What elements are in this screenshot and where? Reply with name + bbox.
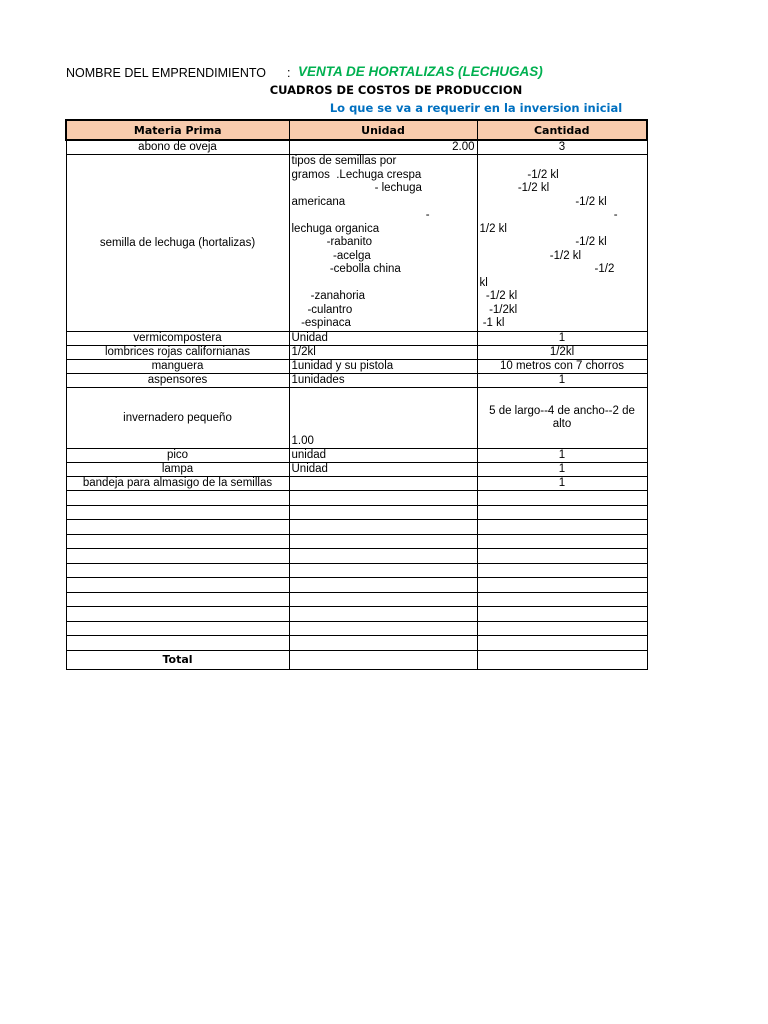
table-row (66, 360, 647, 374)
materia-cell[interactable]: vermicompostera (66, 332, 289, 346)
materia-cell[interactable]: lampa (66, 463, 289, 477)
cantidad-cell[interactable] (477, 491, 647, 506)
empty-row (66, 636, 647, 651)
empty-row (66, 578, 647, 593)
cantidad-cell[interactable]: 1 (477, 374, 647, 388)
cantidad-cell[interactable]: 1 (477, 477, 647, 491)
materia-cell[interactable] (66, 505, 289, 520)
empty-row (66, 621, 647, 636)
unidad-cell[interactable] (289, 592, 477, 607)
table-row (66, 449, 647, 463)
materia-cell[interactable] (66, 534, 289, 549)
unidad-cell[interactable]: 2.00 (289, 140, 477, 155)
costs-table (65, 119, 648, 670)
column-header-materia: Materia Prima (66, 120, 289, 140)
enterprise-name-separator: : (287, 66, 291, 80)
cantidad-cell[interactable]: 1 (477, 463, 647, 477)
cantidad-cell[interactable] (477, 534, 647, 549)
cantidad-cell[interactable]: 1/2kl (477, 346, 647, 360)
table-row (66, 155, 647, 332)
materia-cell[interactable] (66, 636, 289, 651)
table-row (66, 374, 647, 388)
empty-row (66, 520, 647, 535)
empty-row (66, 592, 647, 607)
materia-cell[interactable]: semilla de lechuga (hortalizas) (66, 155, 289, 332)
unidad-cell[interactable]: 1/2kl (289, 346, 477, 360)
cantidad-cell[interactable] (477, 636, 647, 651)
cantidad-cell[interactable] (477, 592, 647, 607)
empty-row (66, 563, 647, 578)
table-row (66, 388, 647, 449)
table-header-row (66, 120, 647, 140)
materia-cell[interactable] (66, 592, 289, 607)
unidad-cell[interactable]: 1unidad y su pistola (289, 360, 477, 374)
unidad-cell[interactable] (289, 563, 477, 578)
unidad-cell[interactable] (289, 477, 477, 491)
unidad-cell[interactable]: 1.00 (289, 388, 477, 449)
materia-cell[interactable] (66, 578, 289, 593)
unidad-cell[interactable]: Unidad (289, 332, 477, 346)
materia-cell[interactable] (66, 491, 289, 506)
unidad-cell[interactable] (289, 549, 477, 564)
unidad-cell[interactable] (289, 636, 477, 651)
cantidad-cell[interactable] (477, 607, 647, 622)
materia-cell[interactable] (66, 621, 289, 636)
table-row (66, 463, 647, 477)
sheet-title: CUADROS DE COSTOS DE PRODUCCION (269, 83, 523, 97)
unidad-cell[interactable] (289, 578, 477, 593)
cantidad-cell[interactable]: 1 (477, 449, 647, 463)
cantidad-cell[interactable]: 5 de largo--4 de ancho--2 de alto (477, 388, 647, 449)
column-header-unidad: Unidad (289, 120, 477, 140)
total-label[interactable]: Total (66, 650, 289, 669)
materia-cell[interactable]: bandeja para almasigo de la semillas (66, 477, 289, 491)
unidad-cell[interactable] (289, 534, 477, 549)
enterprise-name: VENTA DE HORTALIZAS (LECHUGAS) (298, 64, 543, 79)
empty-row (66, 505, 647, 520)
unidad-cell[interactable] (289, 607, 477, 622)
materia-cell[interactable]: lombrices rojas californianas (66, 346, 289, 360)
cantidad-cell[interactable] (477, 563, 647, 578)
cantidad-cell[interactable]: -1/2 kl -1/2 kl -1/2 kl - 1/2 kl -1/2 kl -1/2 kl -1/2 kl -1/2 kl -1/2kl -1 kl (477, 155, 647, 332)
unidad-cell[interactable] (289, 520, 477, 535)
materia-cell[interactable] (66, 520, 289, 535)
cantidad-cell[interactable] (477, 520, 647, 535)
unidad-cell[interactable]: Unidad (289, 463, 477, 477)
cantidad-cell[interactable] (477, 549, 647, 564)
enterprise-name-label: NOMBRE DEL EMPRENDIMIENTO (66, 66, 267, 80)
total-cantidad-cell[interactable] (477, 650, 647, 669)
empty-row (66, 534, 647, 549)
unidad-cell[interactable]: unidad (289, 449, 477, 463)
unidad-cell[interactable] (289, 491, 477, 506)
materia-cell[interactable] (66, 549, 289, 564)
sheet-note: Lo que se va a requerir en la inversion inicial (329, 101, 623, 115)
cantidad-cell[interactable] (477, 505, 647, 520)
cantidad-cell[interactable]: 3 (477, 140, 647, 155)
unidad-cell[interactable] (289, 505, 477, 520)
table-row (66, 477, 647, 491)
total-unidad-cell[interactable] (289, 650, 477, 669)
empty-row (66, 607, 647, 622)
materia-cell[interactable]: abono de oveja (66, 140, 289, 155)
table-row (66, 140, 647, 155)
unidad-cell[interactable] (289, 621, 477, 636)
cantidad-cell[interactable] (477, 578, 647, 593)
materia-cell[interactable] (66, 563, 289, 578)
cantidad-cell[interactable]: 10 metros con 7 chorros (477, 360, 647, 374)
total-row (66, 650, 647, 669)
table-row (66, 346, 647, 360)
empty-row (66, 491, 647, 506)
materia-cell[interactable]: invernadero pequeño (66, 388, 289, 449)
cantidad-cell[interactable] (477, 621, 647, 636)
empty-row (66, 549, 647, 564)
materia-cell[interactable]: pico (66, 449, 289, 463)
empty-rows (66, 491, 647, 651)
column-header-cantidad: Cantidad (477, 120, 647, 140)
table-row (66, 332, 647, 346)
materia-cell[interactable] (66, 607, 289, 622)
materia-cell[interactable]: manguera (66, 360, 289, 374)
cantidad-cell[interactable]: 1 (477, 332, 647, 346)
unidad-cell[interactable]: tipos de semillas por gramos .Lechuga crespa - lechuga americana - lechuga organica -rabanito -acelga -cebolla china -zanahoria -culantro -espinaca (289, 155, 477, 332)
unidad-cell[interactable]: 1unidades (289, 374, 477, 388)
materia-cell[interactable]: aspensores (66, 374, 289, 388)
